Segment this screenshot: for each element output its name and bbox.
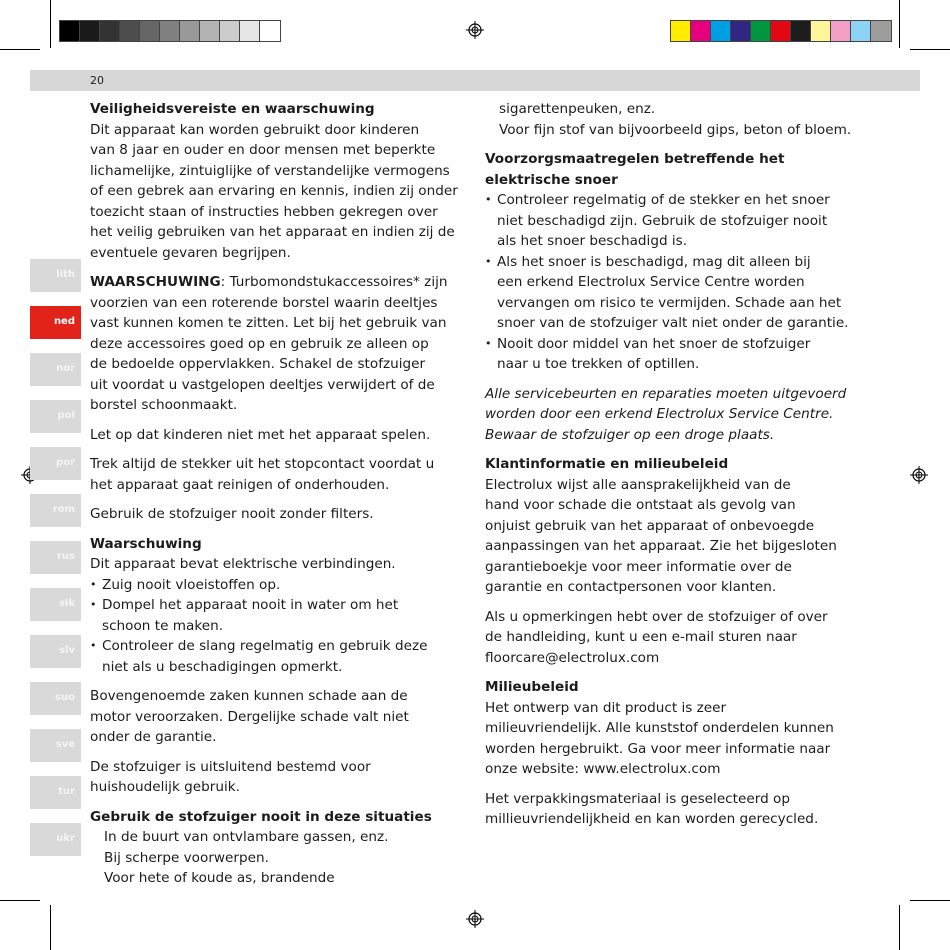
text-line: onze website: www.electrolux.com bbox=[485, 761, 721, 777]
list-item bbox=[485, 334, 870, 375]
text-line: Dit apparaat kan worden gebruikt door kinderen bbox=[90, 121, 420, 138]
registration-mark-icon bbox=[910, 466, 928, 484]
warning2-list bbox=[90, 575, 468, 678]
language-tabs bbox=[30, 259, 81, 870]
text-line: millieuvriendelijkheid en kan worden gerecycled. bbox=[485, 811, 819, 827]
gray-swatch bbox=[60, 21, 80, 41]
warning2-text: Dit apparaat bevat elektrische verbindingen. bbox=[90, 556, 396, 572]
customer-heading: Klantinformatie en milieubeleid bbox=[485, 456, 729, 472]
text-line: • Dompel het apparaat nooit in water om het bbox=[102, 597, 399, 613]
text-line: een erkend Electrolux Service Centre worden bbox=[497, 274, 805, 290]
list-item bbox=[90, 636, 468, 677]
color-swatch bbox=[751, 21, 771, 41]
unplug-note bbox=[90, 454, 468, 495]
text-line: deze accessoires goed op en gebruik ze alleen op bbox=[90, 335, 429, 352]
text-line: Bovengenoemde zaken kunnen schade aan de bbox=[90, 688, 408, 704]
crop-mark-bottom-left-v bbox=[50, 905, 51, 950]
env-text bbox=[485, 698, 870, 780]
text-line: het apparaat gaat reinigen of onderhouden. bbox=[90, 476, 390, 493]
text-line: • Controleer regelmatig of de stekker en het snoer bbox=[497, 192, 830, 208]
color-swatch bbox=[771, 21, 791, 41]
language-tab-slk[interactable]: slk bbox=[30, 588, 81, 621]
page-header-band bbox=[30, 70, 920, 91]
filters-note: Gebruik de stofzuiger nooit zonder filters. bbox=[90, 506, 374, 522]
crop-mark-bottom-right-h bbox=[910, 900, 950, 901]
warning-paragraph bbox=[90, 272, 468, 416]
color-swatch bbox=[711, 21, 731, 41]
text-line: Electrolux wijst alle aansprakelijkheid van de bbox=[485, 476, 791, 493]
language-tab-ukr[interactable]: ukr bbox=[30, 823, 81, 856]
language-tab-pol[interactable]: pol bbox=[30, 400, 81, 433]
damage-note bbox=[90, 686, 468, 748]
gray-swatch bbox=[160, 21, 180, 41]
text-line: schoon te maken. bbox=[102, 617, 224, 634]
text-line: eventuele gevaren begrijpen. bbox=[90, 244, 291, 261]
text-line: vast kunnen komen te zitten. Let bij het gebruik van bbox=[90, 315, 447, 331]
text-line: sigarettenpeuken, enz. bbox=[499, 101, 656, 117]
text-line: • Als het snoer is beschadigd, mag dit alleen bij bbox=[497, 253, 811, 270]
text-line: niet als u beschadigingen opmerkt. bbox=[102, 658, 343, 675]
text-line: • Controleer de slang regelmatig en gebruik deze bbox=[102, 638, 428, 654]
language-tab-por[interactable]: por bbox=[30, 447, 81, 480]
warning2-heading: Waarschuwing bbox=[90, 535, 202, 552]
text-line: borstel schoonmaakt. bbox=[90, 397, 238, 413]
text-line: • Nooit door middel van het snoer de stofzuiger bbox=[497, 335, 811, 352]
registration-mark-icon bbox=[466, 21, 484, 39]
language-tab-suo[interactable]: suo bbox=[30, 682, 81, 715]
list-item bbox=[485, 252, 870, 334]
language-tab-ned[interactable]: ned bbox=[30, 306, 81, 339]
text-line: Het ontwerp van dit product is zeer bbox=[485, 699, 727, 716]
env-heading: Milieubeleid bbox=[485, 679, 579, 695]
text-line: niet beschadigd zijn. Gebruik de stofzuiger nooit bbox=[497, 212, 828, 229]
gray-swatch bbox=[260, 21, 280, 41]
page-number: 20 bbox=[90, 74, 104, 87]
language-tab-sve[interactable]: sve bbox=[30, 729, 81, 762]
text-line: Als u opmerkingen hebt over de stofzuiger of over bbox=[485, 608, 828, 625]
language-tab-rom[interactable]: rom bbox=[30, 494, 81, 527]
text-line: Bij scherpe voorwerpen. bbox=[104, 849, 269, 866]
crop-mark-bottom-left-h bbox=[0, 900, 40, 901]
text-line: Voor hete of koude as, brandende bbox=[104, 870, 335, 886]
text-line: elektrische snoer bbox=[485, 171, 618, 188]
color-swatch bbox=[671, 21, 691, 41]
color-swatch bbox=[811, 21, 831, 41]
text-line: toezicht staan of instructies hebben gekregen over bbox=[90, 203, 438, 220]
safety-text bbox=[90, 120, 468, 264]
crop-mark-top-right-v bbox=[899, 0, 900, 48]
color-swatch bbox=[831, 21, 851, 41]
gray-swatch bbox=[120, 21, 140, 41]
text-line: uit voordat u vastgelopen deeltjes verwijdert of de bbox=[90, 376, 435, 393]
text-line: voorzien van een roterende borstel waarin deeltjes bbox=[90, 294, 438, 311]
text-line: het veilig gebruiken van het apparaat en indien zij de bbox=[90, 224, 455, 240]
color-swatch bbox=[871, 21, 891, 41]
crop-mark-top-left-v bbox=[50, 0, 51, 48]
text-line: hand voor schade die ontstaat als gevolg van bbox=[485, 497, 796, 513]
text-line: Alle servicebeurten en reparaties moeten uitgevoerd bbox=[485, 385, 847, 402]
language-tab-tur[interactable]: tur bbox=[30, 776, 81, 809]
text-line: motor veroorzaken. Dergelijke schade valt niet bbox=[90, 708, 409, 725]
packaging-text bbox=[485, 789, 870, 830]
service-note bbox=[485, 384, 870, 446]
safety-heading: Veiligheidsvereiste en waarschuwing bbox=[90, 101, 375, 117]
text-line: onder de garantie. bbox=[90, 729, 217, 745]
cord-list bbox=[485, 190, 870, 375]
warning-first-line: : Turbomondstukaccessoires* zijn bbox=[220, 274, 448, 290]
gray-swatch bbox=[200, 21, 220, 41]
text-line: Voor fijn stof van bijvoorbeeld gips, beton of bloem. bbox=[499, 121, 852, 138]
text-line: van 8 jaar en ouder en door mensen met beperkte bbox=[90, 142, 436, 158]
text-line: de bedoelde oppervlakken. Schakel de stofzuiger bbox=[90, 356, 426, 372]
text-line: naar u toe trekken of optillen. bbox=[497, 356, 700, 372]
right-column bbox=[485, 99, 870, 839]
text-line: • Zuig nooit vloeistoffen op. bbox=[102, 576, 281, 593]
text-line: garantie en contactpersonen voor klanten. bbox=[485, 579, 777, 595]
text-line: de handleiding, kunt u een e-mail sturen naar bbox=[485, 629, 797, 645]
customer-text bbox=[485, 475, 870, 598]
text-line: Bewaar de stofzuiger op een droge plaats. bbox=[485, 426, 775, 443]
grayscale-calibration-bar bbox=[59, 20, 281, 42]
crop-mark-top-right-h bbox=[910, 49, 950, 50]
text-line: worden hergebruikt. Ga voor meer informatie naar bbox=[485, 740, 831, 757]
text-line: Trek altijd de stekker uit het stopcontact voordat u bbox=[90, 456, 435, 472]
children-note: Let op dat kinderen niet met het apparaat spelen. bbox=[90, 426, 431, 443]
text-line: lichamelijke, zintuiglijke of verstandelijke vermogens bbox=[90, 162, 450, 179]
comments-text bbox=[485, 607, 870, 669]
never-list-continued bbox=[485, 99, 870, 140]
gray-swatch bbox=[240, 21, 260, 41]
gray-swatch bbox=[100, 21, 120, 41]
color-swatch bbox=[791, 21, 811, 41]
list-item bbox=[485, 190, 870, 252]
language-tab-slv[interactable]: slv bbox=[30, 635, 81, 668]
text-line: onjuist gebruik van het apparaat of onbevoegde bbox=[485, 517, 815, 534]
registration-mark-icon bbox=[466, 910, 484, 928]
text-line: Voorzorgsmaatregelen betreffende het bbox=[485, 151, 785, 167]
list-item bbox=[90, 575, 468, 596]
household-note bbox=[90, 757, 468, 798]
gray-swatch bbox=[180, 21, 200, 41]
never-heading: Gebruik de stofzuiger nooit in deze situaties bbox=[90, 808, 432, 825]
gray-swatch bbox=[80, 21, 100, 41]
text-line: garantieboekje voor meer informatie over de bbox=[485, 558, 792, 575]
cord-heading bbox=[485, 149, 870, 190]
crop-mark-top-left-h bbox=[0, 49, 40, 50]
text-line: worden door een erkend Electrolux Service Centre. bbox=[485, 406, 834, 422]
text-line: of een gebrek aan ervaring en kennis, indien zij onder bbox=[90, 183, 458, 199]
color-swatch bbox=[851, 21, 871, 41]
text-line: De stofzuiger is uitsluitend bestemd voor bbox=[90, 758, 371, 775]
never-list bbox=[90, 827, 468, 889]
left-column bbox=[90, 99, 468, 889]
language-tab-lith[interactable]: lith bbox=[30, 259, 81, 292]
text-line: milieuvriendelijk. Alle kunststof onderdelen kunnen bbox=[485, 720, 834, 736]
gray-swatch bbox=[140, 21, 160, 41]
color-calibration-bar bbox=[670, 20, 892, 42]
color-swatch bbox=[691, 21, 711, 41]
language-tab-nor[interactable]: nor bbox=[30, 353, 81, 386]
text-line: vervangen om risico te vermijden. Schade aan het bbox=[497, 294, 842, 311]
text-line: als het snoer beschadigd is. bbox=[497, 233, 688, 249]
list-item bbox=[90, 595, 468, 636]
gray-swatch bbox=[220, 21, 240, 41]
warning-rest bbox=[90, 293, 468, 416]
crop-mark-bottom-right-v bbox=[899, 905, 900, 950]
language-tab-rus[interactable]: rus bbox=[30, 541, 81, 574]
text-line: Het verpakkingsmateriaal is geselecteerd op bbox=[485, 790, 790, 807]
text-line: aanpassingen van het apparaat. Zie het bijgesloten bbox=[485, 538, 837, 554]
text-line: floorcare@electrolux.com bbox=[485, 649, 660, 666]
color-swatch bbox=[731, 21, 751, 41]
warning-label: WAARSCHUWING bbox=[90, 274, 221, 290]
text-line: huishoudelijk gebruik. bbox=[90, 779, 240, 795]
text-line: In de buurt van ontvlambare gassen, enz. bbox=[104, 829, 389, 845]
text-line: snoer van de stofzuiger valt niet onder de garantie. bbox=[497, 315, 849, 331]
